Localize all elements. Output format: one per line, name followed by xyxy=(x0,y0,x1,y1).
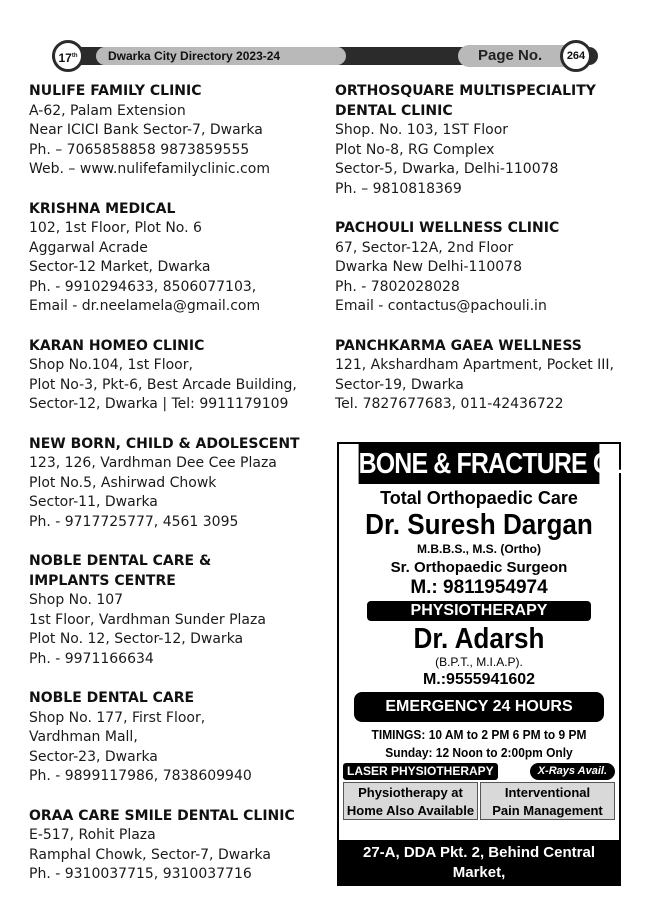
ad-doctor1-mobile: M.: 9811954974 xyxy=(410,577,548,598)
listing-detail-line: Aggarwal Acrade xyxy=(29,239,148,256)
page-header xyxy=(28,40,622,72)
listing-name: DENTAL CLINIC xyxy=(335,102,453,119)
listings-right-column xyxy=(335,82,625,435)
edition-number: 17 xyxy=(58,51,72,65)
listing-name: ORAA CARE SMILE DENTAL CLINIC xyxy=(29,807,295,824)
listing-detail-line: 123, 126, Vardhman Dee Cee Plaza xyxy=(29,455,277,471)
listing-name: NEW BORN, CHILD & ADOLESCENT xyxy=(29,435,300,452)
listing-entry xyxy=(29,689,329,787)
listing-detail-line: Near ICICI Bank Sector-7, Dwarka xyxy=(29,122,263,138)
page-number-badge: 264 xyxy=(560,40,592,72)
listing-name: NULIFE FAMILY CLINIC xyxy=(29,83,202,99)
ad-title: BONE & FRACTURE CLINIC xyxy=(359,444,600,484)
listing-detail-line: Ph. – 7065858858 9873859555 xyxy=(29,141,250,158)
listing-detail-line: 67, Sector-12A, 2nd Floor xyxy=(335,239,514,256)
listing-detail-line: Vardhman Mall, xyxy=(29,729,138,745)
ad-pain-management-box xyxy=(480,782,615,820)
ad-sunday-timing: Sunday: 12 Noon to 2:00pm Only xyxy=(385,745,573,760)
ad-doctor1-name: Dr. Suresh Dargan xyxy=(365,509,593,541)
listing-name: KRISHNA MEDICAL xyxy=(29,200,176,217)
listing-detail-line: Dwarka New Delhi-110078 xyxy=(335,259,522,275)
listing-detail-line: Plot No. 12, Sector-12, Dwarka xyxy=(29,631,244,647)
page-label: Page No. xyxy=(458,45,588,67)
listing-detail-line: A-62, Palam Extension xyxy=(29,102,186,119)
listing-detail-line: Ph. - 9717725777, 4561 3095 xyxy=(29,513,239,530)
ad-doctor2-name: Dr. Adarsh xyxy=(413,623,545,655)
edition-badge xyxy=(52,40,84,72)
listing-entry xyxy=(29,337,329,415)
listing-detail-line: 1st Floor, Vardhman Sunder Plaza xyxy=(29,611,266,628)
listing-detail-line: Sector-12 Market, Dwarka xyxy=(29,259,211,275)
listing-detail-line: 121, Akshardham Apartment, Pocket III, xyxy=(335,357,614,373)
listing-name: NOBLE DENTAL CARE & xyxy=(29,553,212,569)
listing-entry xyxy=(335,337,625,415)
ad-physio-band: PHYSIOTHERAPY xyxy=(367,601,591,621)
listing-detail-line: Plot No-8, RG Complex xyxy=(335,141,495,158)
listing-detail-line: Sector-11, Dwarka xyxy=(29,494,158,510)
ad-home-physio-box xyxy=(343,782,478,820)
ad-address-footer xyxy=(339,840,619,901)
listing-detail-line: Plot No-3, Pkt-6, Best Arcade Building, xyxy=(29,376,297,393)
listing-detail-line: Ph. - 9910294633, 8506077103, xyxy=(29,278,257,295)
listing-name: PACHOULI WELLNESS CLINIC xyxy=(335,220,560,236)
ad-doctor1-degree: M.B.B.S., M.S. (Ortho) xyxy=(417,542,541,556)
ad-address-line1: 27-A, DDA Pkt. 2, Behind Central Market, xyxy=(363,844,595,881)
listing-detail-line: 102, 1st Floor, Plot No. 6 xyxy=(29,220,202,236)
listing-detail-line: Email - contactus@pachouli.in xyxy=(335,298,547,314)
listing-detail-line: Shop No. 107 xyxy=(29,592,124,608)
ad-tagline: Total Orthopaedic Care xyxy=(380,488,578,508)
listing-name: KARAN HOMEO CLINIC xyxy=(29,337,205,354)
listing-detail-line: Plot No.5, Ashirwad Chowk xyxy=(29,474,217,491)
listing-detail-line: Ph. - 9899117986, 7838609940 xyxy=(29,768,252,784)
listing-detail-line: Email - dr.neelamela@gmail.com xyxy=(29,298,261,314)
listing-name: ORTHOSQUARE MULTISPECIALITY xyxy=(335,83,596,99)
ad-home-physio-line2: Home Also Available xyxy=(346,803,475,818)
listing-detail-line: Tel. 7827677683, 011-42436722 xyxy=(335,396,564,412)
listing-entry xyxy=(29,200,329,317)
ad-laser-badge: LASER PHYSIOTHERAPY xyxy=(343,763,498,780)
listing-detail-line: Web. – www.nulifefamilyclinic.com xyxy=(29,161,270,177)
ad-home-physio-line1: Physiotherapy at xyxy=(358,785,463,800)
listing-detail-line: Ph. - 9971166634 xyxy=(29,650,154,667)
listing-entry xyxy=(29,82,329,180)
ad-doctor1-role: Sr. Orthopaedic Surgeon xyxy=(390,559,568,576)
ad-doctor2-degree: (B.P.T., M.I.A.P). xyxy=(435,655,523,669)
listing-detail-line: Sector-19, Dwarka xyxy=(335,376,464,393)
listing-detail-line: Ramphal Chowk, Sector-7, Dwarka xyxy=(29,846,271,863)
listing-detail-line: E-517, Rohit Plaza xyxy=(29,827,156,843)
clinic-advertisement xyxy=(337,442,671,901)
listing-detail-line: Shop. No. 103, 1ST Floor xyxy=(335,122,509,138)
listings-left-column xyxy=(29,82,329,905)
listing-detail-line: Ph. - 9310037715, 9310037716 xyxy=(29,866,252,882)
listing-entry xyxy=(29,807,329,885)
listing-detail-line: Sector-5, Dwarka, Delhi-110078 xyxy=(335,161,559,177)
directory-title: Dwarka City Directory 2023-24 xyxy=(96,47,346,65)
listing-detail-line: Shop No. 177, First Floor, xyxy=(29,709,206,726)
ad-address-line2: Sec-6, Dwarka, N.D. -75 Ph.: 25085290 xyxy=(344,884,614,901)
ad-doctor2-mobile: M.:9555941602 xyxy=(422,671,536,688)
edition-suffix: th xyxy=(71,53,78,59)
listing-detail-line: Shop No.104, 1st Floor, xyxy=(29,357,193,373)
listing-name: IMPLANTS CENTRE xyxy=(29,572,176,589)
listing-entry xyxy=(29,435,329,533)
listing-entry xyxy=(335,219,625,317)
listing-name: NOBLE DENTAL CARE xyxy=(29,690,195,706)
ad-pain-management-line1: Interventional xyxy=(504,785,591,800)
listing-detail-line: Sector-12, Dwarka | Tel: 9911179109 xyxy=(29,396,289,412)
ad-timings: TIMINGS: 10 AM to 2 PM 6 PM to 9 PM xyxy=(371,727,587,742)
ad-xray-badge: X-Rays Avail. xyxy=(530,763,615,780)
ad-emergency-band: EMERGENCY 24 HOURS xyxy=(354,692,604,722)
listing-detail-line: Ph. - 7802028028 xyxy=(335,278,460,295)
ad-pain-management-line2: Pain Management xyxy=(492,803,603,818)
listing-detail-line: Sector-23, Dwarka xyxy=(29,748,158,765)
listing-name: PANCHKARMA GAEA WELLNESS xyxy=(335,337,582,354)
listing-entry xyxy=(29,552,329,669)
listing-entry xyxy=(335,82,625,199)
listing-detail-line: Ph. – 9810818369 xyxy=(335,180,462,197)
